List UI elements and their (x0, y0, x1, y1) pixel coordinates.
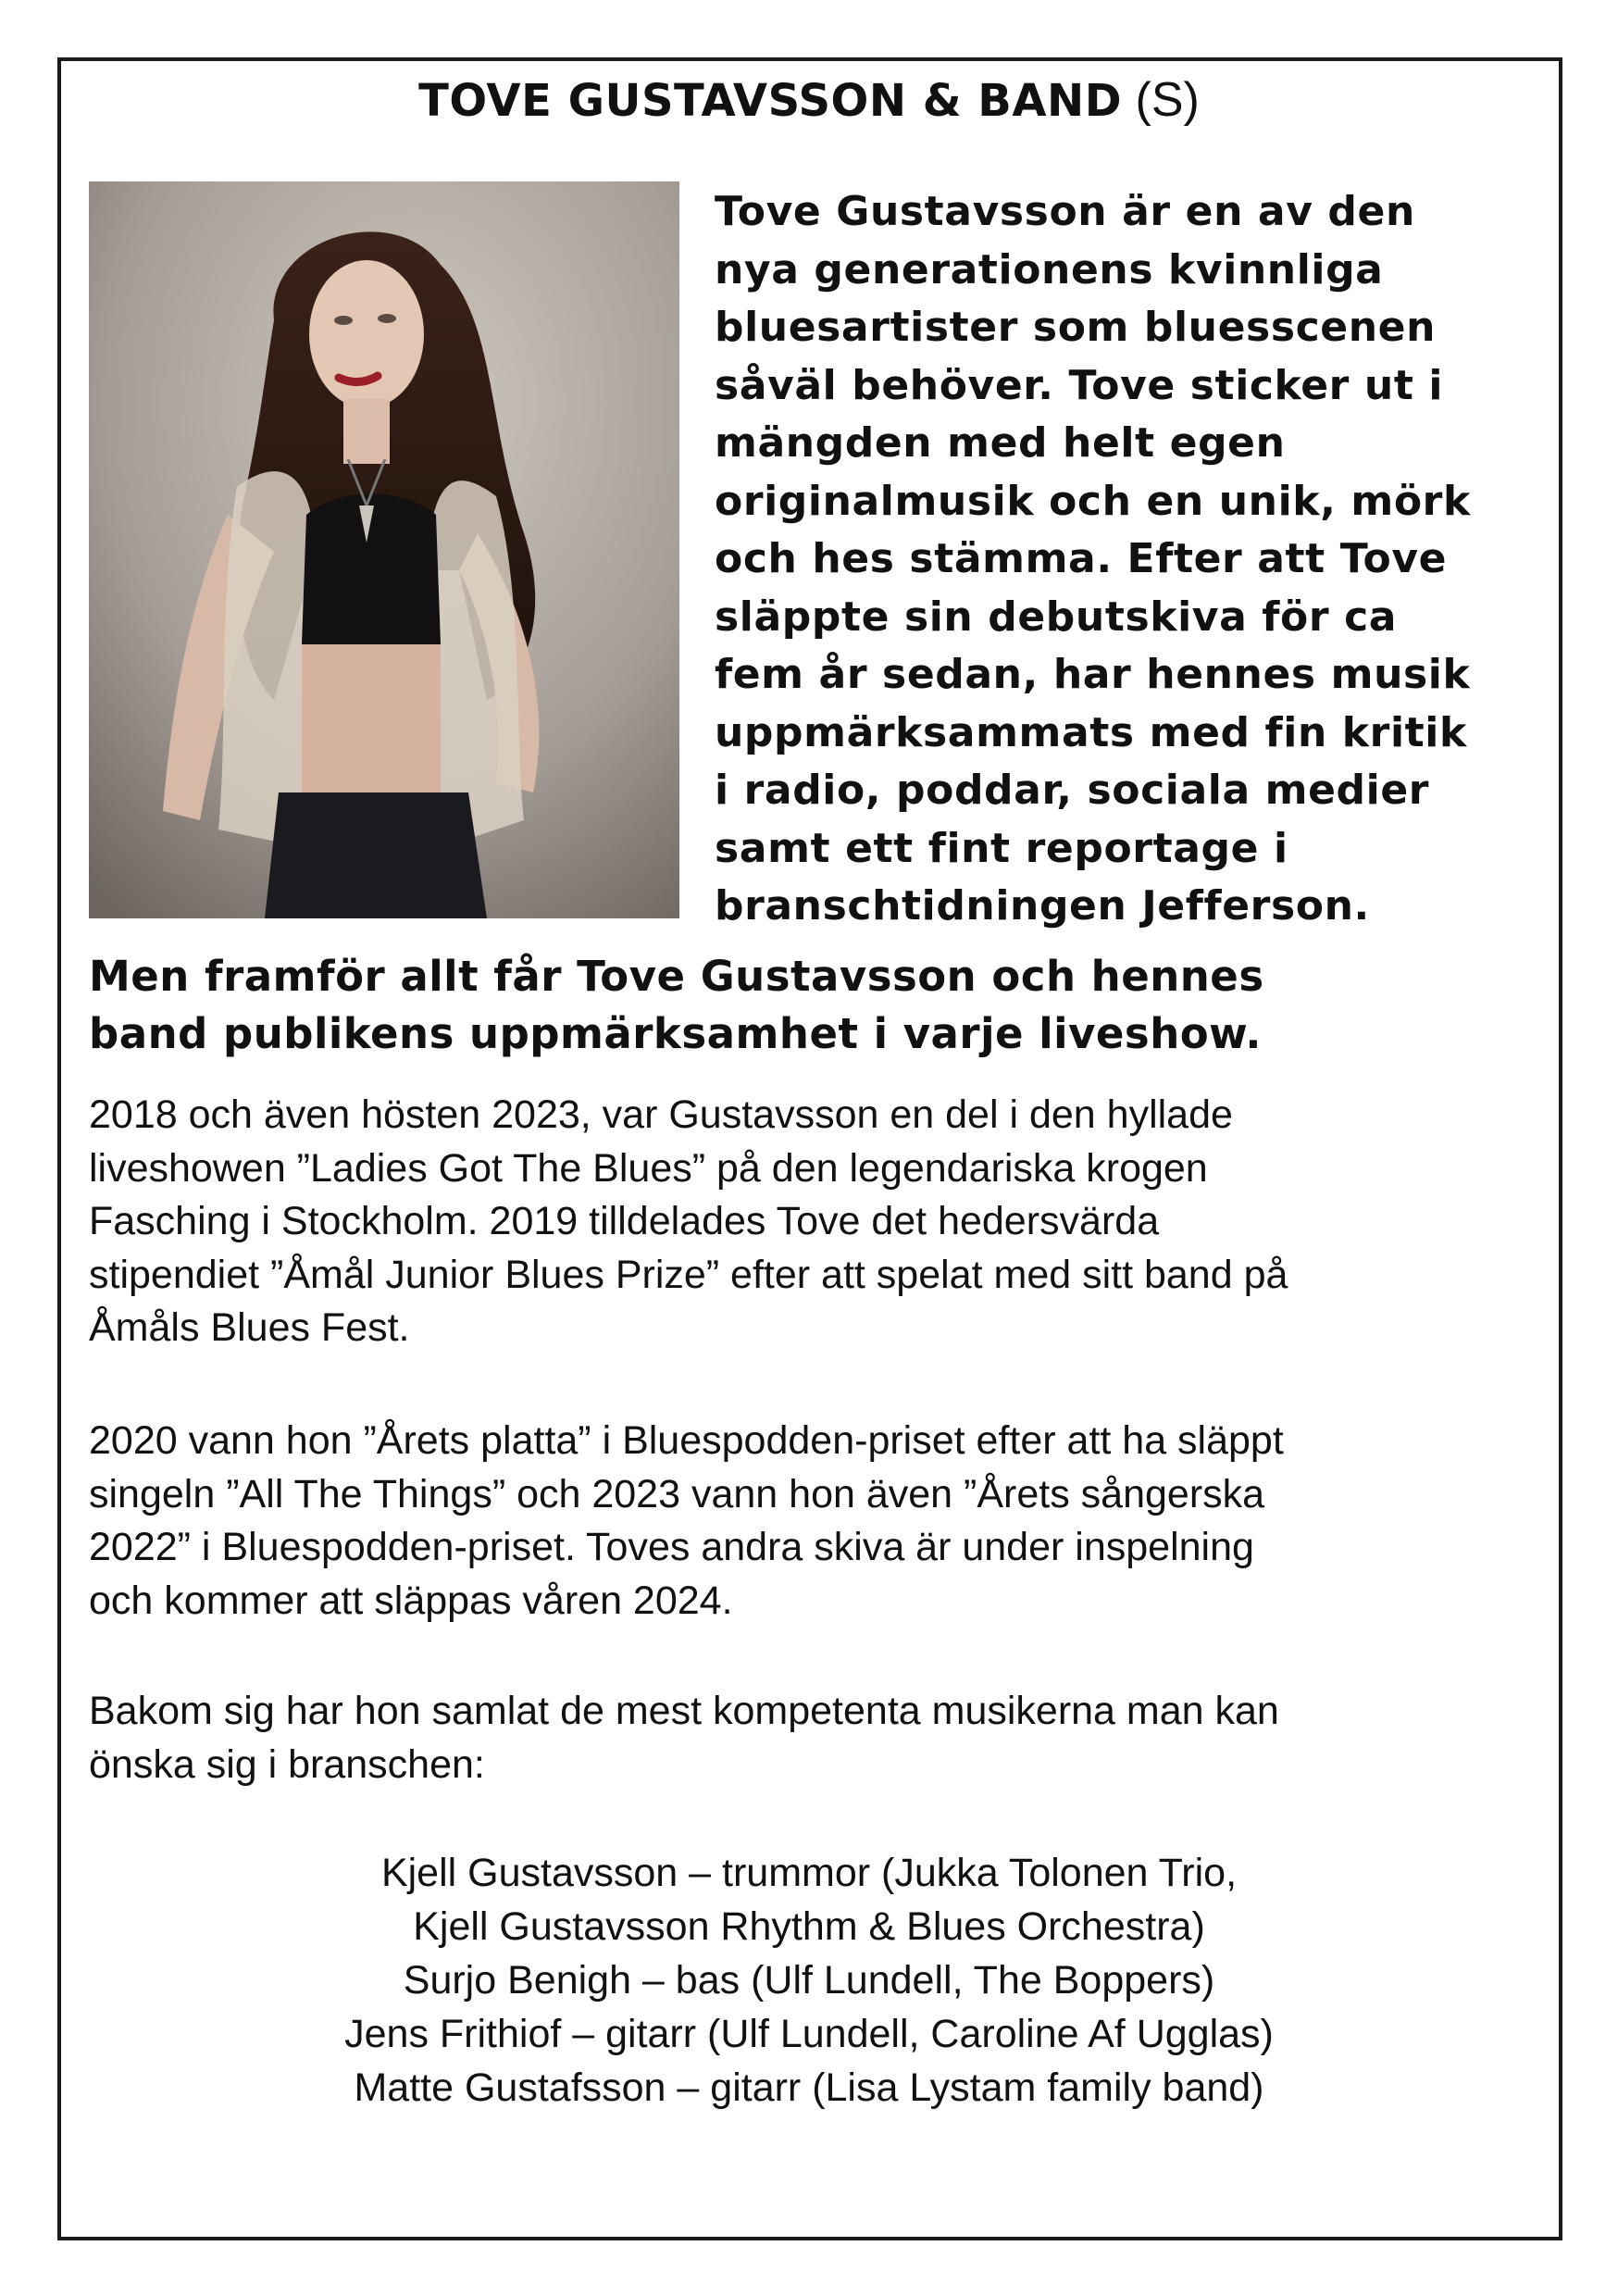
band-member: Kjell Gustavsson – trummor (Jukka Tolonen Trio, (380, 1851, 1238, 1895)
paragraph-line: Bakom sig har hon samlat de mest kompetenta musikerna man kan (89, 1689, 1279, 1733)
band-member: Matte Gustafsson – gitarr (Lisa Lystam family band) (354, 2065, 1264, 2110)
paragraph-line: stipendiet ”Åmål Junior Blues Prize” efter att spelat med sitt band på (89, 1252, 1288, 1297)
intro-line: och hes stämma. Efter att Tove (715, 535, 1448, 582)
paragraph-line: singeln ”All The Things” och 2023 vann hon även ”Årets sångerska (89, 1471, 1265, 1516)
band-member: Jens Frithiof – gitarr (Ulf Lundell, Caroline Af Ugglas) (344, 2012, 1274, 2056)
country-code: (S) (1135, 73, 1200, 127)
intro-line: såväl behöver. Tove sticker ut i (715, 361, 1444, 409)
intro-line: mängden med helt egen (715, 419, 1286, 467)
intro-line: branschtidningen Jefferson. (715, 882, 1370, 930)
band-name: TOVE GUSTAVSSON & BAND (418, 75, 1123, 127)
intro-line: samt ett fint reportage i (715, 824, 1288, 872)
lead-line: Men framför allt får Tove Gustavsson och hennes (89, 952, 1264, 1001)
intro-line: fem år sedan, har hennes musik (715, 651, 1471, 698)
paragraph-line: och kommer att släppas våren 2024. (89, 1578, 733, 1623)
paragraph-line: Fasching i Stockholm. 2019 tilldelades Tove det hedersvärda (89, 1199, 1160, 1243)
paragraph-awards (89, 1415, 1551, 1628)
band-member: Kjell Gustavsson Rhythm & Blues Orchestra) (413, 1904, 1205, 1949)
intro-line: bluesartister som bluesscenen (715, 304, 1437, 351)
lead-statement (89, 948, 1551, 1063)
intro-line: originalmusik och en unik, mörk (715, 477, 1471, 525)
artist-portrait-illustration (89, 181, 679, 918)
paragraph-line: 2020 vann hon ”Årets platta” i Bluespodden-priset efter att ha släppt (89, 1418, 1284, 1463)
paragraph-line: Åmåls Blues Fest. (89, 1305, 410, 1350)
paragraph-history (89, 1089, 1551, 1355)
intro-line: släppte sin debutskiva för ca (715, 593, 1398, 641)
artist-photo (89, 181, 679, 918)
intro-text (715, 183, 1548, 936)
page-title (0, 72, 1618, 129)
intro-line: i radio, poddar, sociala medier (715, 767, 1430, 814)
lead-line: band publikens uppmärksamhet i varje liveshow. (89, 1009, 1262, 1058)
paragraph-line: önska sig i branschen: (89, 1741, 485, 1787)
paragraph-line: 2022” i Bluespodden-priset. Toves andra skiva är under inspelning (89, 1525, 1254, 1569)
paragraph-band-intro (89, 1685, 1551, 1791)
intro-line: uppmärksammats med fin kritik (715, 708, 1467, 756)
paragraph-line: liveshowen ”Ladies Got The Blues” på den legendariska krogen (89, 1145, 1208, 1191)
intro-line: nya generationens kvinnliga (715, 245, 1384, 293)
intro-line: Tove Gustavsson är en av den (715, 188, 1415, 235)
paragraph-line: 2018 och även hösten 2023, var Gustavsson en del i den hyllade (89, 1092, 1233, 1137)
band-members-list (89, 1846, 1529, 2115)
band-member: Surjo Benigh – bas (Ulf Lundell, The Boppers) (403, 1958, 1215, 2003)
